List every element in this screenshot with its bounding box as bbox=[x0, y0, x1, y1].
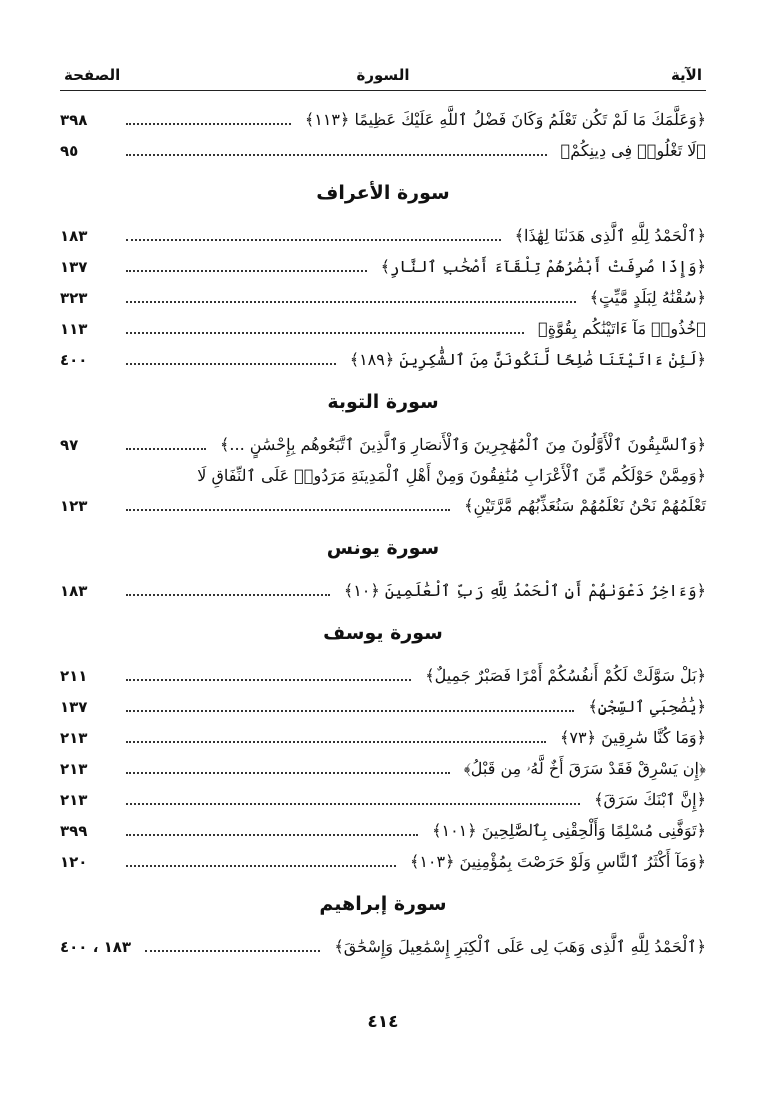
index-entry bbox=[60, 931, 706, 962]
page-ref: ١٢٣ bbox=[60, 497, 88, 515]
page-ref: ١٨٣ bbox=[60, 226, 88, 245]
index-entry bbox=[60, 784, 706, 815]
dot-leader bbox=[126, 803, 580, 805]
page-ref: ١٣٧ bbox=[60, 257, 88, 276]
verse-text: تَعْلَمُهُمْ نَحْنُ نَعْلَمُهُمْ سَنُعَذِّبُهُم مَّرَّتَيْنِ﴾ bbox=[464, 496, 706, 516]
index-entry bbox=[60, 660, 706, 691]
index-entry bbox=[60, 575, 706, 606]
verse-text: ﴿وَإِذَا صُرِفَتْ أَبْصَٰرُهُمْ تِلْقَآءَ أَصْحَٰبِ ٱلنَّارِ﴾ bbox=[380, 256, 706, 276]
verse-text: ﴿بَلْ سَوَّلَتْ لَكُمْ أَنفُسُكُمْ أَمْرًا فَصَبْرٌ جَمِيلٌ﴾ bbox=[425, 665, 706, 685]
header-divider bbox=[60, 90, 706, 91]
page-ref: ٢١٣ bbox=[60, 759, 88, 778]
surah-title: سورة يونس bbox=[326, 537, 440, 559]
verse-text: ﴿إِنَّ ٱبْنَكَ سَرَقَ﴾ bbox=[594, 789, 706, 809]
surah-title: سورة التوبة bbox=[327, 391, 439, 413]
verse-text: ﴿وَعَلَّمَكَ مَا لَمْ تَكُن تَعْلَمُ وَكَانَ فَضْلُ ٱللَّهِ عَلَيْكَ عَظِيمًا ﴿١١٣﴾ bbox=[304, 109, 706, 129]
page-number: ٤١٤ bbox=[367, 1012, 399, 1032]
index-entry-continuation bbox=[60, 491, 706, 521]
dot-leader bbox=[126, 594, 330, 596]
dot-leader bbox=[126, 363, 336, 365]
page-ref: ٤٠٠ bbox=[60, 350, 88, 369]
dot-leader bbox=[126, 270, 367, 272]
dot-leader bbox=[126, 123, 291, 125]
verse-text: ﴿وَٱلسَّٰبِقُونَ ٱلْأَوَّلُونَ مِنَ ٱلْمُهَٰجِرِينَ وَٱلْأَنصَارِ وَٱلَّذِينَ ٱتَّبَعُوهُم بِإِحْسَٰنٍ ...﴾ bbox=[220, 434, 706, 454]
page-ref: ٣٢٣ bbox=[60, 288, 88, 307]
page-ref: ٣٩٨ bbox=[60, 110, 88, 129]
page-ref: ٢١٣ bbox=[60, 728, 88, 747]
verse-text: ﴿لَا تَغْلُوا۟ فِى دِينِكُمْ﴾ bbox=[560, 140, 706, 160]
dot-leader bbox=[126, 772, 450, 774]
dot-leader bbox=[126, 710, 574, 712]
dot-leader bbox=[126, 679, 411, 681]
dot-leader bbox=[126, 509, 450, 511]
verse-text: ﴿وَمَا كُنَّا سَٰرِقِينَ ﴿٧٣﴾ bbox=[560, 727, 706, 747]
index-entry bbox=[60, 753, 706, 784]
header-page: الصفحة bbox=[64, 66, 121, 84]
surah-title: سورة يوسف bbox=[323, 622, 443, 644]
verse-index-list bbox=[60, 104, 706, 962]
verse-text: ﴿ٱلْحَمْدُ لِلَّهِ ٱلَّذِى وَهَبَ لِى عَلَى ٱلْكِبَرِ إِسْمَٰعِيلَ وَإِسْحَٰقَ﴾ bbox=[334, 936, 706, 956]
page-ref: ١٢٠ bbox=[60, 852, 88, 871]
page-ref: ١٨٣ ، ٤٠٠ bbox=[60, 937, 132, 956]
dot-leader bbox=[126, 741, 546, 743]
verse-text: ﴿لَئِنْ ءَاتَيْتَنَا صَٰلِحًا لَّنَكُونَنَّ مِنَ ٱلشَّٰكِرِينَ ﴿١٨٩﴾ bbox=[349, 349, 706, 369]
verse-text: ﴿إِن يَسْرِقْ فَقَدْ سَرَقَ أَخٌ لَّهُۥ مِن قَبْلُ﴾ bbox=[463, 758, 706, 778]
header-ayah: الآية bbox=[670, 66, 702, 84]
dot-leader bbox=[126, 448, 206, 450]
verse-text: ﴿وَمَآ أَكْثَرُ ٱلنَّاسِ وَلَوْ حَرَصْتَ بِمُؤْمِنِينَ ﴿١٠٣﴾ bbox=[409, 851, 706, 871]
page-ref: ٩٧ bbox=[60, 435, 79, 454]
table-header bbox=[60, 66, 706, 90]
page-ref: ١٨٣ bbox=[60, 581, 88, 600]
index-entry bbox=[60, 135, 706, 166]
dot-leader bbox=[126, 301, 576, 303]
index-entry bbox=[60, 815, 706, 846]
index-entry bbox=[60, 282, 706, 313]
page-ref: ٢١١ bbox=[60, 666, 88, 685]
index-page bbox=[60, 60, 706, 1070]
page-ref: ٣٩٩ bbox=[60, 821, 88, 840]
verse-text: ﴿وَءَاخِرُ دَعْوَىٰهُمْ أَنِ ٱلْحَمْدُ لِلَّهِ رَبِّ ٱلْعَٰلَمِينَ ﴿١٠﴾ bbox=[343, 580, 706, 600]
page-ref: ٢١٣ bbox=[60, 790, 88, 809]
verse-text: ﴿سُقْنَٰهُ لِبَلَدٍ مَّيِّتٍ﴾ bbox=[589, 287, 706, 307]
dot-leader bbox=[126, 239, 501, 241]
dot-leader bbox=[145, 950, 320, 952]
verse-text: ﴿وَمِمَّنْ حَوْلَكُم مِّنَ ٱلْأَعْرَابِ مُنَٰفِقُونَ وَمِنْ أَهْلِ ٱلْمَدِينَةِ مَرَدُوا۟ عَلَى ٱلنِّفَاقِ لَا bbox=[197, 465, 706, 485]
page-ref: ١١٣ bbox=[60, 319, 88, 338]
header-surah: السورة bbox=[356, 66, 410, 84]
dot-leader bbox=[126, 154, 547, 156]
index-entry bbox=[60, 104, 706, 135]
surah-title: سورة إبراهيم bbox=[319, 893, 447, 915]
dot-leader bbox=[126, 865, 396, 867]
dot-leader bbox=[126, 834, 418, 836]
index-entry bbox=[60, 846, 706, 877]
page-ref: ٩٥ bbox=[60, 141, 79, 160]
verse-text: ﴿ٱلْحَمْدُ لِلَّهِ ٱلَّذِى هَدَىٰنَا لِهَٰذَا﴾ bbox=[514, 225, 706, 245]
surah-title: سورة الأعراف bbox=[316, 182, 450, 204]
verse-text: ﴿خُذُوا۟ مَآ ءَاتَيْنَٰكُم بِقُوَّةٍ﴾ bbox=[538, 318, 706, 338]
index-entry bbox=[60, 313, 706, 344]
dot-leader bbox=[126, 332, 524, 334]
verse-text: ﴿تَوَفَّنِى مُسْلِمًا وَأَلْحِقْنِى بِٱلصَّٰلِحِينَ ﴿١٠١﴾ bbox=[432, 820, 706, 840]
index-entry bbox=[60, 460, 706, 491]
index-entry bbox=[60, 429, 706, 460]
index-entry bbox=[60, 251, 706, 282]
index-entry bbox=[60, 344, 706, 375]
page-ref: ١٣٧ bbox=[60, 697, 88, 716]
index-entry bbox=[60, 691, 706, 722]
index-entry bbox=[60, 220, 706, 251]
index-entry bbox=[60, 722, 706, 753]
verse-text: ﴿يَٰصَٰحِبَىِ ٱلسِّجْنِ﴾ bbox=[588, 696, 706, 716]
